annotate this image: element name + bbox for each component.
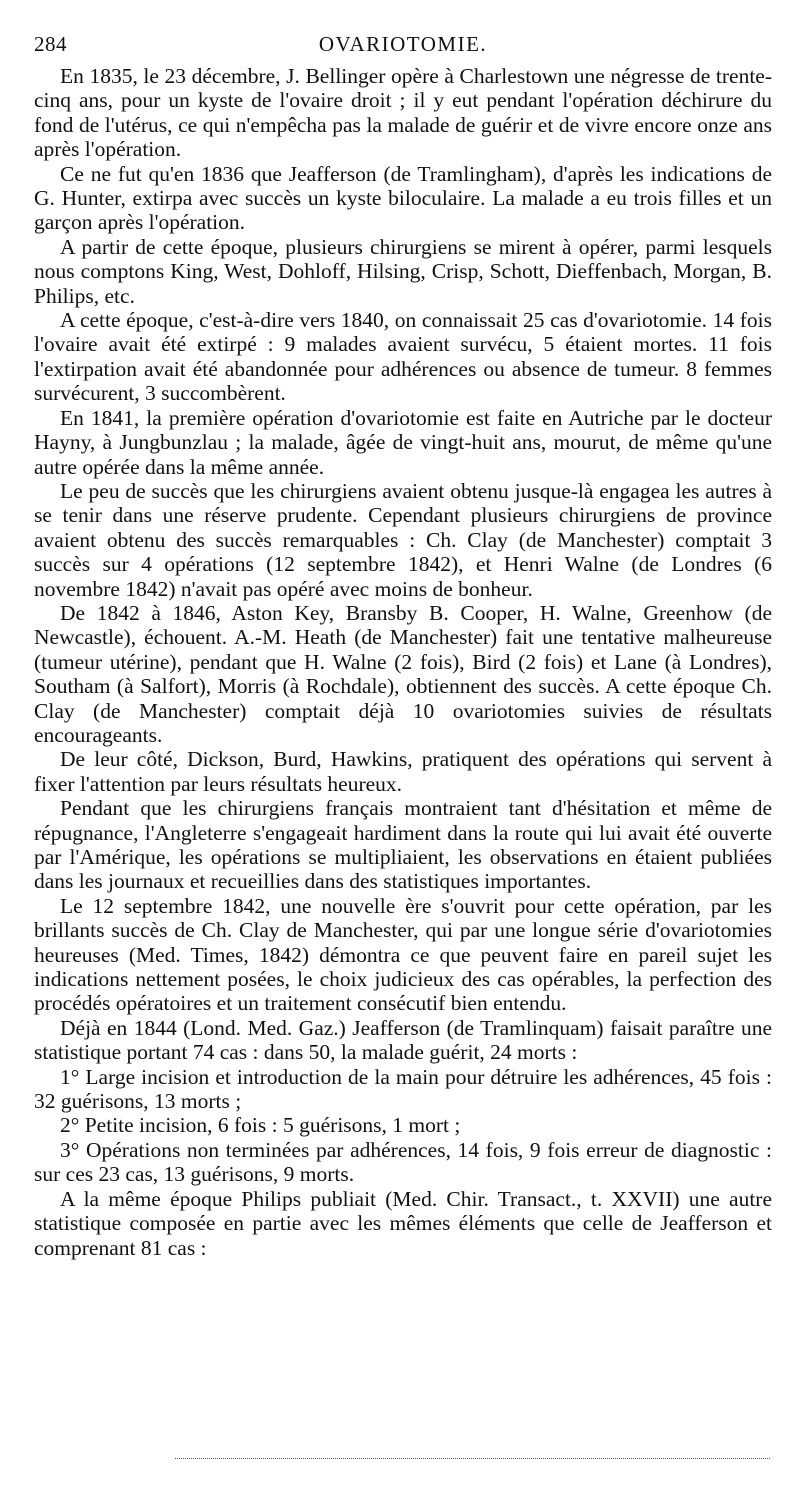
book-page [34,30,772,1260]
list-item-unfinished-operations: 3° Opérations non terminées par adhérences, 14 fois, 9 fois erreur de diagnostic : sur ces 23 cas, 13 guérisons, 9 morts. [34,1137,772,1187]
paragraph-surgeons-list: A partir de cette époque, plusieurs chirurgiens se mirent à opérer, parmi lesquels nous comptons King, West, Dohloff, Hilsing, Crisp, Schott, Dieffenbach, Morgan, B. Philips, etc. [34,234,772,308]
paragraph-1841-austria: En 1841, la première opération d'ovariotomie est faite en Autriche par le docteur Hayny, à Jungbunzlau ; la malade, âgée de vingt-huit ans, mourut, de même qu'une autre opérée dans la même année. [34,405,772,479]
page-number: 284 [34,32,67,56]
body-text [34,64,772,1260]
paragraph-jeafferson-1844: Déjà en 1844 (Lond. Med. Gaz.) Jeafferson (de Tramlinquam) faisait paraître une statistique portant 74 cas : dans 50, la malade guérit, 24 morts : [34,1015,772,1065]
paragraph-bellinger: En 1835, le 23 décembre, J. Bellinger opère à Charlestown une négresse de trente-cinq ans, pour un kyste de l'ovaire droit ; il y eut pendant l'opération déchirure du fond de l'utérus, ce qui n'empêcha pas la malade de guérir et de vivre encore onze ans après l'opération. [34,64,772,162]
running-title: OVARIOTOMIE. [318,32,488,56]
paragraph-jeafferson-1836: Ce ne fut qu'en 1836 que Jeafferson (de Tramlingham), d'après les indications de G. Hunter, extirpa avec succès un kyste biloculaire. La malade a eu trois filles et un garçon après l'opération. [34,161,772,235]
list-item-small-incision: 2° Petite incision, 6 fois : 5 guérisons, 1 mort ; [60,1113,461,1138]
paragraph-new-era-1842: Le 12 septembre 1842, une nouvelle ère s'ouvrit pour cette opération, par les brillants succès de Ch. Clay de Manchester, qui par une longue série d'ovariotomies heureuses (Med. Times, 1842) démontra ce que peuvent faire en pareil sujet les indications nettement posées, le choix judicieux des cas opérables, la perfection des procédés opératoires et un traitement consécutif bien entendu. [34,893,772,1016]
paragraph-prudent-reserve: Le peu de succès que les chirurgiens avaient obtenu jusque-là engagea les autres à se tenir dans une réserve prudente. Cependant plusieurs chirurgiens de province avaient obtenu des succès remarquables : Ch. Clay (de Manchester) comptait 3 succès sur 4 opérations (12 septembre 1842), et Henri Walne (de Londres (6 novembre 1842) n'avait pas opéré avec moins de bonheur. [34,478,772,601]
list-item-large-incision: 1° Large incision et introduction de la main pour détruire les adhérences, 45 fois : 32 guérisons, 13 morts ; [34,1064,772,1114]
paragraph-1840-statistics: A cette époque, c'est-à-dire vers 1840, on connaissait 25 cas d'ovariotomie. 14 fois l'ovaire avait été extirpé : 9 malades avaient survécu, 5 étaient mortes. 11 fois l'extirpation avait été abandonnée pour adhérences ou absence de tumeur. 8 femmes survécurent, 3 succombèrent. [34,308,772,406]
bottom-dotted-rule [175,1458,770,1459]
paragraph-dickson-burd: De leur côté, Dickson, Burd, Hawkins, pratiquent des opérations qui servent à fixer l'attention par leurs résultats heureux. [34,747,772,796]
paragraph-philips-statistics: A la même époque Philips publiait (Med. Chir. Transact., t. XXVII) une autre statistique composée en partie avec les mêmes éléments que celle de Jeafferson et comprenant 81 cas : [34,1186,772,1260]
running-head [34,30,772,64]
paragraph-1842-1846: De 1842 à 1846, Aston Key, Bransby B. Cooper, H. Walne, Greenhow (de Newcastle), échouent. A.-M. Heath (de Manchester) fait une tentative malheureuse (tumeur utérine), pendant que H. Walne (2 fois), Bird (2 fois) et Lane (à Londres), Southam (à Salfort), Morris (à Rochdale), obtiennent des succès. A cette époque Ch. Clay (de Manchester) comptait déjà 10 ovariotomies suivies de résultats encourageants. [34,600,772,747]
paragraph-france-england: Pendant que les chirurgiens français montraient tant d'hésitation et même de répugnance, l'Angleterre s'engageait hardiment dans la route qui lui avait été ouverte par l'Amérique, les opérations se multipliaient, les observations en étaient publiées dans les journaux et recueillies dans des statistiques importantes. [34,796,772,894]
